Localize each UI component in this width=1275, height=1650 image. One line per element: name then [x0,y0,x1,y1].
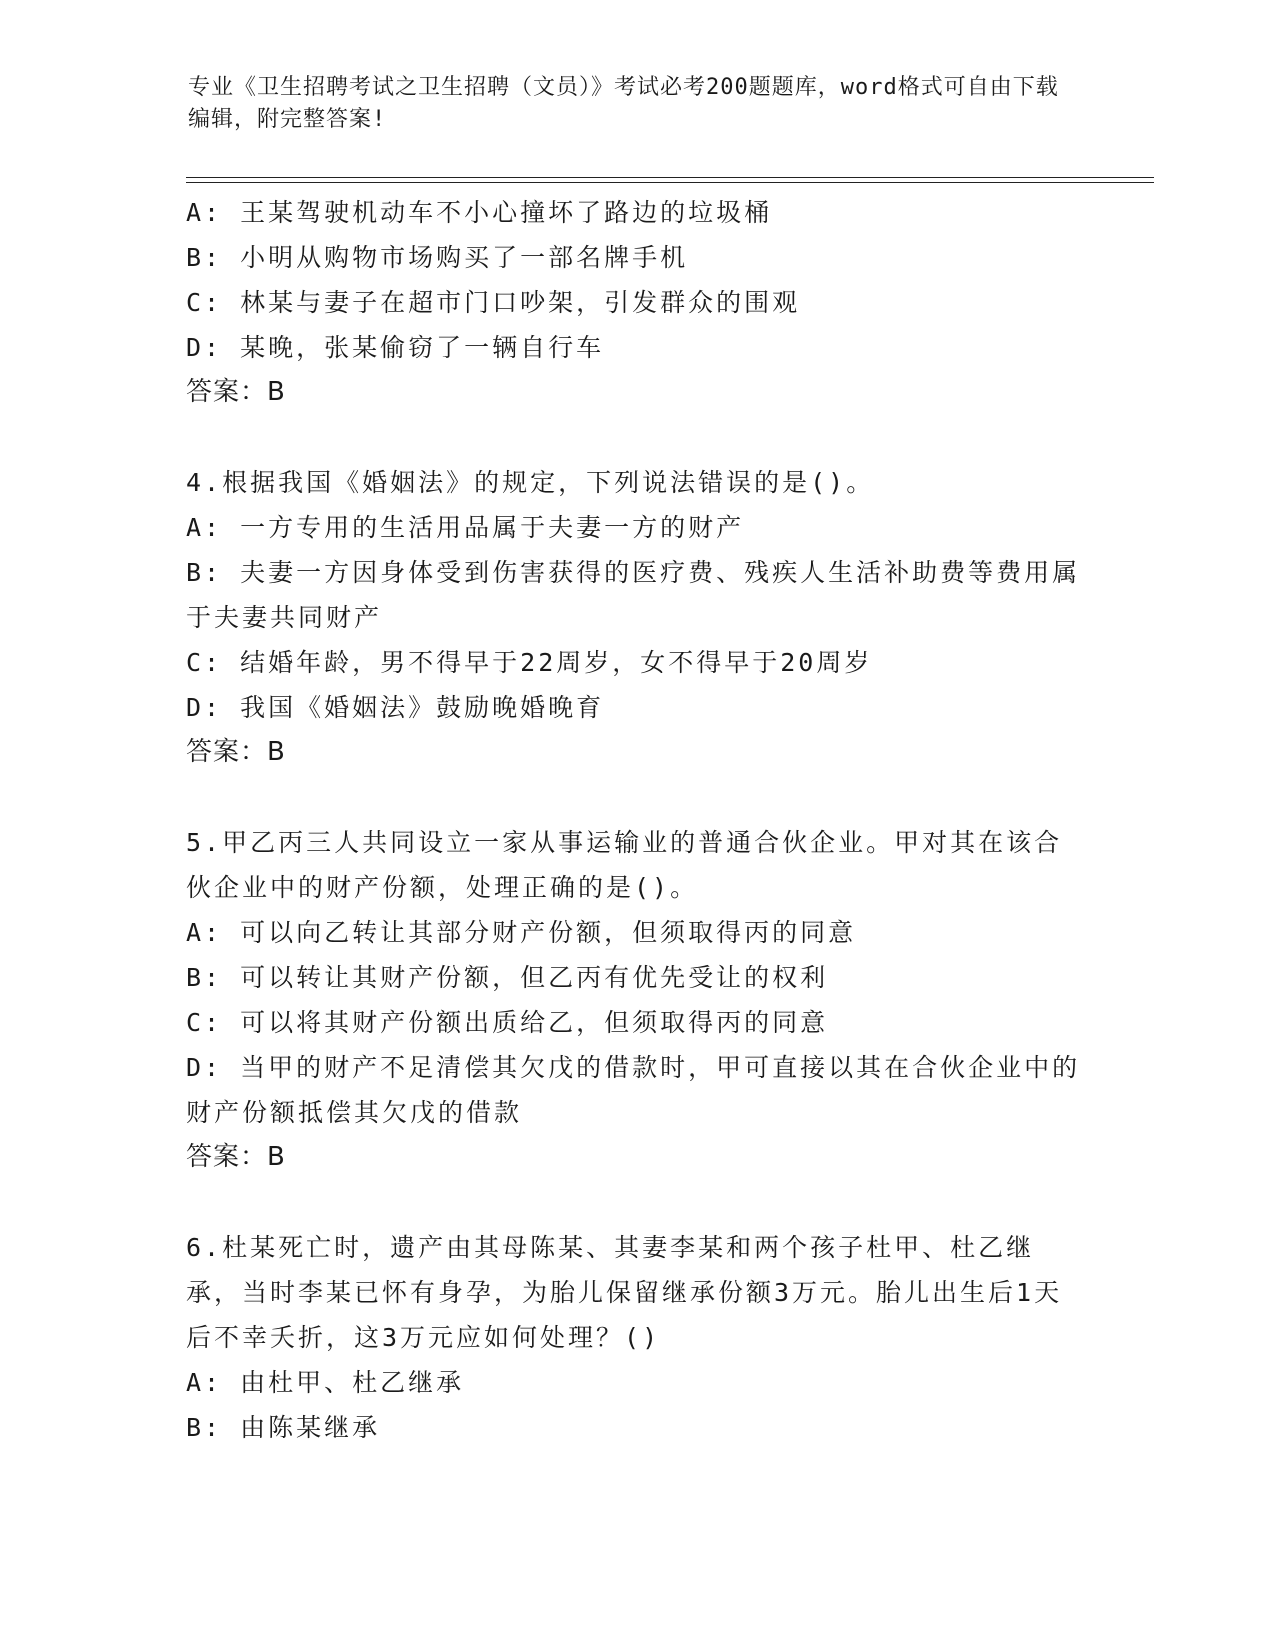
option-a: A: 一方专用的生活用品属于夫妻一方的财产 [186,513,745,542]
header-divider-top [186,177,1154,178]
question-5 [186,820,1086,1180]
question-3-continued [186,190,1086,415]
option-c: C: 林某与妻子在超市门口吵架，引发群众的围观 [186,288,801,317]
option-b: B: 小明从购物市场购买了一部名牌手机 [186,243,689,272]
question-4 [186,460,1086,775]
document-header: 专业《卫生招聘考试之卫生招聘（文员）》考试必考200题题库，word格式可自由下载编辑，附完整答案! [188,75,1059,132]
option-b: B: 由陈某继承 [186,1413,381,1442]
header-divider-bottom [186,182,1154,183]
option-c: C: 结婚年龄，男不得早于22周岁，女不得早于20周岁 [186,648,873,677]
option-a: A: 由杜甲、杜乙继承 [186,1368,465,1397]
option-b: B: 可以转让其财产份额，但乙丙有优先受让的权利 [186,963,829,992]
option-c: C: 可以将其财产份额出质给乙，但须取得丙的同意 [186,1008,829,1037]
question-stem: 5.甲乙丙三人共同设立一家从事运输业的普通合伙企业。甲对其在该合伙企业中的财产份额，处理正确的是()。 [186,828,1063,902]
spacer [186,775,1086,820]
option-d: D: 某晚，张某偷窃了一辆自行车 [186,333,605,362]
spacer [186,1180,1086,1225]
question-list [186,190,1086,1450]
option-a: A: 可以向乙转让其部分财产份额，但须取得丙的同意 [186,918,857,947]
question-stem: 4.根据我国《婚姻法》的规定，下列说法错误的是()。 [186,468,875,497]
question-6 [186,1225,1086,1450]
option-a: A: 王某驾驶机动车不小心撞坏了路边的垃圾桶 [186,198,773,227]
spacer [186,415,1086,460]
answer: 答案：B [186,377,286,407]
option-b: B: 夫妻一方因身体受到伤害获得的医疗费、残疾人生活补助费等费用属于夫妻共同财产 [186,558,1081,632]
answer: 答案：B [186,737,286,767]
question-stem: 6.杜某死亡时，遗产由其母陈某、其妻李某和两个孩子杜甲、杜乙继承，当时李某已怀有身孕，为胎儿保留继承份额3万元。胎儿出生后1天后不幸夭折，这3万元应如何处理？() [186,1233,1063,1352]
option-d: D: 我国《婚姻法》鼓励晚婚晚育 [186,693,605,722]
answer: 答案：B [186,1142,286,1172]
option-d: D: 当甲的财产不足清偿其欠戊的借款时，甲可直接以其在合伙企业中的财产份额抵偿其欠戊的借款 [186,1053,1081,1127]
